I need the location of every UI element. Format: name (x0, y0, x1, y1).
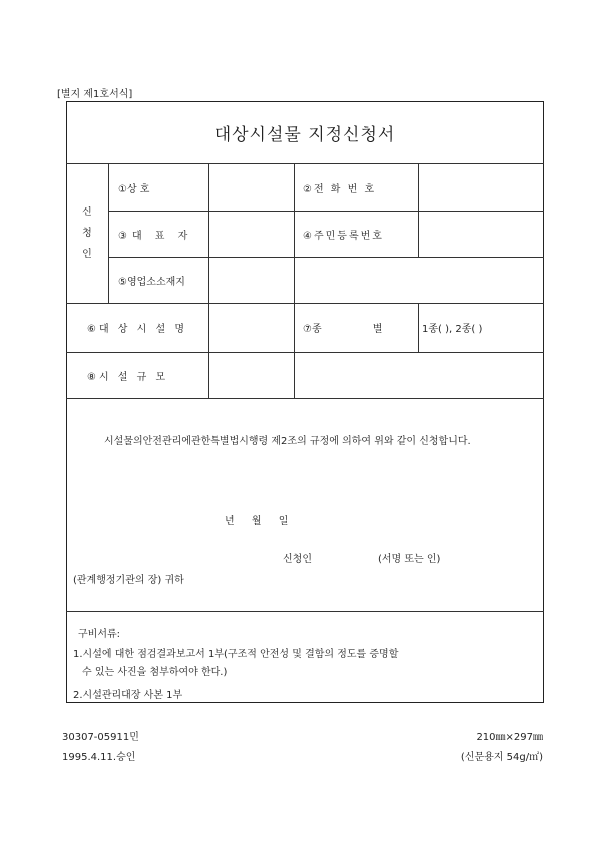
facility-scale-field[interactable] (296, 354, 542, 396)
facility-name-field[interactable] (210, 305, 292, 350)
divider (418, 303, 419, 352)
application-date (225, 512, 288, 527)
applicant-vertical-label (66, 163, 108, 303)
form-title: 대상시설물 지정신청서 (214, 124, 396, 145)
resident-number-label: ④주민등록번호 (303, 230, 384, 242)
divider (418, 163, 419, 257)
required-document-1: 1.시설에 대한 점검결과보고서 1부(구조적 안전성 및 결함의 정도를 증명할 (73, 649, 399, 660)
divider (66, 398, 544, 399)
date-year: 년 (225, 516, 235, 527)
divider (108, 163, 109, 303)
form-number-label: [별지 제1호서식] (57, 89, 133, 100)
trade-name-field[interactable] (210, 165, 292, 209)
paper-type: (신문용지 54g/㎡) (460, 752, 543, 763)
divider (208, 163, 209, 398)
facility-name-label: ⑥대 상 시 설 명 (87, 324, 187, 335)
applicant-label-char: 신 (82, 206, 92, 218)
business-address-label: ⑤영업소소재지 (118, 276, 185, 288)
required-document-2: 2.시설관리대장 사본 1부 (73, 690, 183, 701)
paper-size: 210㎜×297㎜ (476, 732, 543, 743)
representative-label: ③대 표 자 (118, 230, 193, 242)
phone-label: ②전 화 번 호 (303, 183, 377, 195)
signature-note: (서명 또는 인) (378, 554, 441, 565)
required-documents-title: 구비서류: (78, 629, 121, 640)
facility-type-field[interactable]: 1종( ), 2종( ) (422, 324, 483, 335)
representative-field[interactable] (210, 213, 292, 255)
facility-scale-label: ⑧시 설 규 모 (87, 371, 169, 383)
date-day: 일 (278, 516, 289, 527)
date-month: 월 (251, 516, 262, 527)
resident-number-field[interactable] (420, 213, 542, 255)
divider (66, 611, 544, 612)
signer-label: 신청인 (283, 554, 312, 565)
declaration-text: 시설물의안전관리에관한특별법시행령 제2조의 규정에 의하여 위와 같이 신청합니다. (104, 436, 471, 447)
phone-field[interactable] (420, 165, 542, 209)
recipient-line: (관계행정기관의 장) 귀하 (73, 575, 184, 586)
applicant-label-char: 인 (82, 248, 92, 260)
trade-name-label: ①상 호 (118, 183, 150, 195)
business-address-field[interactable] (210, 259, 542, 301)
form-code: 30307-05911민 (62, 732, 139, 743)
required-document-1-continued: 수 있는 사진을 첨부하여야 한다.) (82, 667, 228, 678)
approval-date: 1995.4.11.승인 (62, 752, 136, 763)
applicant-label-char: 청 (82, 227, 92, 239)
facility-type-label: ⑦종 별 (303, 324, 383, 335)
